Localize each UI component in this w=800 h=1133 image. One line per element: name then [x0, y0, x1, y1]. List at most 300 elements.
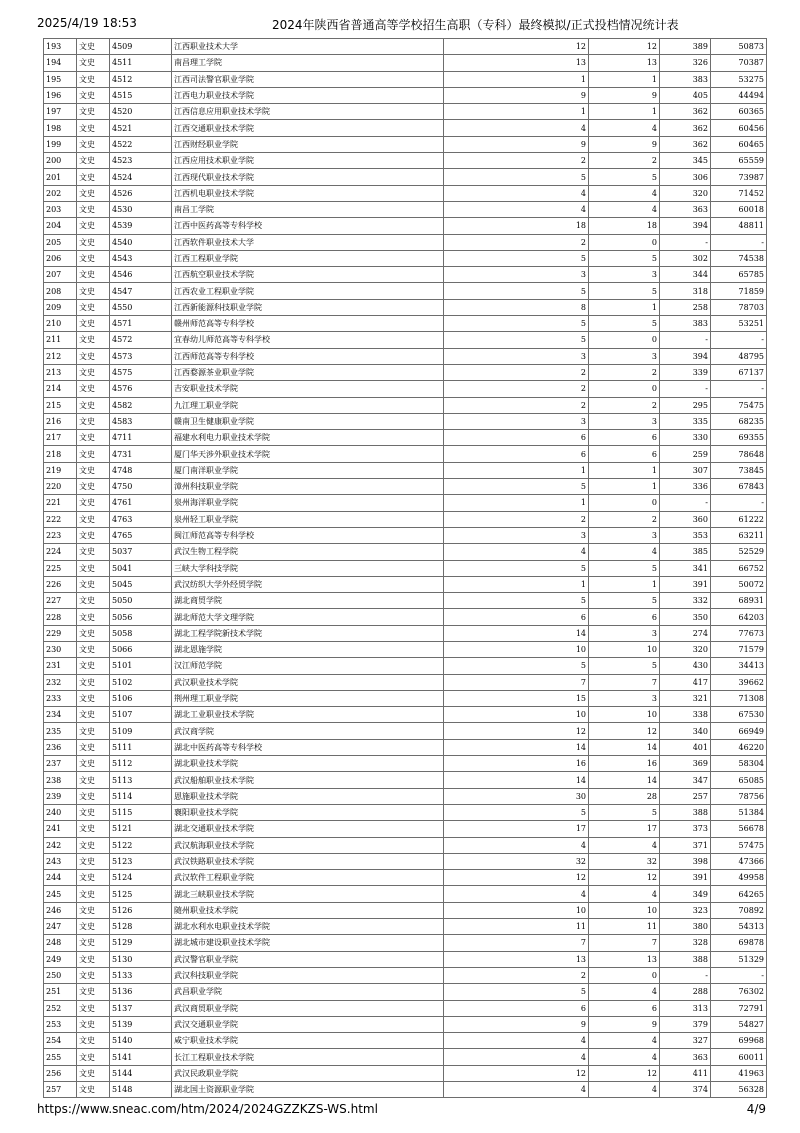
row-index: 254	[44, 1033, 77, 1049]
subject-cell: 文史	[77, 39, 110, 55]
school-name-cell: 武汉铁路职业技术学院	[172, 853, 444, 869]
admitted-count-cell: 5	[589, 316, 660, 332]
plan-count-cell: 5	[444, 804, 589, 820]
admitted-count-cell: 3	[589, 413, 660, 429]
subject-cell: 文史	[77, 71, 110, 87]
min-score-cell: 347	[660, 772, 711, 788]
plan-count-cell: 4	[444, 185, 589, 201]
min-score-cell: 321	[660, 690, 711, 706]
school-code-cell: 4711	[110, 430, 172, 446]
min-score-cell: -	[660, 495, 711, 511]
school-name-cell: 泉州轻工职业学院	[172, 511, 444, 527]
admitted-count-cell: 0	[589, 967, 660, 983]
school-name-cell: 湖北职业技术学院	[172, 756, 444, 772]
school-code-cell: 4575	[110, 364, 172, 380]
admitted-count-cell: 0	[589, 495, 660, 511]
min-rank-cell: 66752	[711, 560, 767, 576]
school-name-cell: 江西职业技术大学	[172, 39, 444, 55]
min-rank-cell: 78703	[711, 299, 767, 315]
min-rank-cell: 78756	[711, 788, 767, 804]
school-code-cell: 5114	[110, 788, 172, 804]
subject-cell: 文史	[77, 55, 110, 71]
min-score-cell: 302	[660, 250, 711, 266]
admitted-count-cell: 13	[589, 951, 660, 967]
admitted-count-cell: 3	[589, 267, 660, 283]
min-score-cell: -	[660, 332, 711, 348]
school-code-cell: 5137	[110, 1000, 172, 1016]
subject-cell: 文史	[77, 495, 110, 511]
row-index: 234	[44, 707, 77, 723]
row-index: 232	[44, 674, 77, 690]
plan-count-cell: 32	[444, 853, 589, 869]
admitted-count-cell: 4	[589, 1049, 660, 1065]
min-score-cell: 394	[660, 348, 711, 364]
subject-cell: 文史	[77, 462, 110, 478]
min-score-cell: 344	[660, 267, 711, 283]
plan-count-cell: 5	[444, 984, 589, 1000]
admitted-count-cell: 5	[589, 169, 660, 185]
subject-cell: 文史	[77, 756, 110, 772]
row-index: 236	[44, 739, 77, 755]
min-rank-cell: 70387	[711, 55, 767, 71]
min-rank-cell: 60465	[711, 136, 767, 152]
min-rank-cell: 73987	[711, 169, 767, 185]
plan-count-cell: 14	[444, 739, 589, 755]
min-rank-cell: 46220	[711, 739, 767, 755]
table-row	[44, 772, 767, 788]
min-score-cell: -	[660, 967, 711, 983]
table-row	[44, 641, 767, 657]
min-score-cell: 401	[660, 739, 711, 755]
subject-cell: 文史	[77, 1000, 110, 1016]
admitted-count-cell: 0	[589, 332, 660, 348]
school-code-cell: 5101	[110, 658, 172, 674]
plan-count-cell: 4	[444, 837, 589, 853]
subject-cell: 文史	[77, 479, 110, 495]
plan-count-cell: 12	[444, 1065, 589, 1081]
table-row	[44, 169, 767, 185]
school-name-cell: 武昌职业学院	[172, 984, 444, 1000]
table-row	[44, 935, 767, 951]
school-code-cell: 4731	[110, 446, 172, 462]
table-row	[44, 462, 767, 478]
school-name-cell: 三峡大学科技学院	[172, 560, 444, 576]
school-name-cell: 江西应用技术职业学院	[172, 153, 444, 169]
plan-count-cell: 12	[444, 870, 589, 886]
row-index: 250	[44, 967, 77, 983]
plan-count-cell: 5	[444, 316, 589, 332]
school-name-cell: 湖北工业职业技术学院	[172, 707, 444, 723]
min-score-cell: 362	[660, 120, 711, 136]
min-rank-cell: 50072	[711, 576, 767, 592]
school-name-cell: 湖北师范大学文理学院	[172, 609, 444, 625]
row-index: 219	[44, 462, 77, 478]
min-rank-cell: 77673	[711, 625, 767, 641]
plan-count-cell: 5	[444, 332, 589, 348]
row-index: 237	[44, 756, 77, 772]
min-score-cell: 405	[660, 87, 711, 103]
table-row	[44, 967, 767, 983]
subject-cell: 文史	[77, 413, 110, 429]
admitted-count-cell: 5	[589, 804, 660, 820]
min-rank-cell: 65559	[711, 153, 767, 169]
table-row	[44, 560, 767, 576]
school-code-cell: 5045	[110, 576, 172, 592]
min-score-cell: 288	[660, 984, 711, 1000]
admitted-count-cell: 12	[589, 39, 660, 55]
min-rank-cell: -	[711, 495, 767, 511]
admitted-count-cell: 4	[589, 1082, 660, 1098]
subject-cell: 文史	[77, 153, 110, 169]
min-score-cell: 394	[660, 218, 711, 234]
subject-cell: 文史	[77, 723, 110, 739]
subject-cell: 文史	[77, 609, 110, 625]
table-row	[44, 397, 767, 413]
plan-count-cell: 1	[444, 104, 589, 120]
subject-cell: 文史	[77, 267, 110, 283]
row-index: 245	[44, 886, 77, 902]
subject-cell: 文史	[77, 902, 110, 918]
plan-count-cell: 2	[444, 153, 589, 169]
school-code-cell: 4524	[110, 169, 172, 185]
min-rank-cell: 66949	[711, 723, 767, 739]
table-row	[44, 902, 767, 918]
school-code-cell: 5129	[110, 935, 172, 951]
plan-count-cell: 4	[444, 544, 589, 560]
school-name-cell: 江西航空职业技术学院	[172, 267, 444, 283]
subject-cell: 文史	[77, 169, 110, 185]
plan-count-cell: 2	[444, 364, 589, 380]
min-score-cell: 313	[660, 1000, 711, 1016]
table-row	[44, 804, 767, 820]
row-index: 208	[44, 283, 77, 299]
min-rank-cell: 41963	[711, 1065, 767, 1081]
admitted-count-cell: 14	[589, 739, 660, 755]
table-row	[44, 316, 767, 332]
school-code-cell: 4576	[110, 381, 172, 397]
min-score-cell: 353	[660, 527, 711, 543]
min-rank-cell: 53275	[711, 71, 767, 87]
school-code-cell: 4543	[110, 250, 172, 266]
subject-cell: 文史	[77, 674, 110, 690]
school-name-cell: 厦门华天涉外职业技术学院	[172, 446, 444, 462]
table-row	[44, 544, 767, 560]
row-index: 196	[44, 87, 77, 103]
school-name-cell: 武汉商贸职业学院	[172, 1000, 444, 1016]
admitted-count-cell: 3	[589, 527, 660, 543]
subject-cell: 文史	[77, 120, 110, 136]
admitted-count-cell: 4	[589, 120, 660, 136]
plan-count-cell: 13	[444, 951, 589, 967]
school-code-cell: 5106	[110, 690, 172, 706]
subject-cell: 文史	[77, 967, 110, 983]
min-score-cell: 338	[660, 707, 711, 723]
subject-cell: 文史	[77, 658, 110, 674]
min-score-cell: 327	[660, 1033, 711, 1049]
row-index: 240	[44, 804, 77, 820]
min-rank-cell: 60018	[711, 201, 767, 217]
min-rank-cell: 34413	[711, 658, 767, 674]
min-score-cell: 371	[660, 837, 711, 853]
row-index: 220	[44, 479, 77, 495]
subject-cell: 文史	[77, 511, 110, 527]
plan-count-cell: 30	[444, 788, 589, 804]
school-code-cell: 4515	[110, 87, 172, 103]
min-rank-cell: -	[711, 234, 767, 250]
min-rank-cell: 67843	[711, 479, 767, 495]
admitted-count-cell: 1	[589, 479, 660, 495]
school-code-cell: 4521	[110, 120, 172, 136]
plan-count-cell: 5	[444, 658, 589, 674]
row-index: 198	[44, 120, 77, 136]
min-rank-cell: 64203	[711, 609, 767, 625]
plan-count-cell: 2	[444, 967, 589, 983]
plan-count-cell: 13	[444, 55, 589, 71]
min-score-cell: 417	[660, 674, 711, 690]
admitted-count-cell: 32	[589, 853, 660, 869]
school-name-cell: 江西机电职业技术学院	[172, 185, 444, 201]
row-index: 228	[44, 609, 77, 625]
table-row	[44, 104, 767, 120]
subject-cell: 文史	[77, 593, 110, 609]
table-row	[44, 218, 767, 234]
school-name-cell: 湖北恩施学院	[172, 641, 444, 657]
min-score-cell: 318	[660, 283, 711, 299]
row-index: 242	[44, 837, 77, 853]
admitted-count-cell: 5	[589, 593, 660, 609]
admitted-count-cell: 0	[589, 234, 660, 250]
table-row	[44, 821, 767, 837]
school-name-cell: 福建水利电力职业技术学院	[172, 430, 444, 446]
table-row	[44, 201, 767, 217]
admitted-count-cell: 7	[589, 935, 660, 951]
min-rank-cell: 74538	[711, 250, 767, 266]
min-rank-cell: 51384	[711, 804, 767, 820]
min-rank-cell: 39662	[711, 674, 767, 690]
school-name-cell: 江西农业工程职业学院	[172, 283, 444, 299]
school-name-cell: 咸宁职业技术学院	[172, 1033, 444, 1049]
school-name-cell: 江西软件职业技术大学	[172, 234, 444, 250]
min-rank-cell: 69878	[711, 935, 767, 951]
school-name-cell: 襄阳职业技术学院	[172, 804, 444, 820]
subject-cell: 文史	[77, 772, 110, 788]
admitted-count-cell: 4	[589, 886, 660, 902]
min-rank-cell: 58304	[711, 756, 767, 772]
subject-cell: 文史	[77, 136, 110, 152]
school-code-cell: 5139	[110, 1016, 172, 1032]
min-rank-cell: 44494	[711, 87, 767, 103]
subject-cell: 文史	[77, 821, 110, 837]
plan-count-cell: 5	[444, 479, 589, 495]
plan-count-cell: 3	[444, 267, 589, 283]
subject-cell: 文史	[77, 544, 110, 560]
plan-count-cell: 15	[444, 690, 589, 706]
row-index: 212	[44, 348, 77, 364]
table-row	[44, 658, 767, 674]
admitted-count-cell: 4	[589, 837, 660, 853]
school-name-cell: 泉州海洋职业学院	[172, 495, 444, 511]
table-row	[44, 756, 767, 772]
min-rank-cell: 71452	[711, 185, 767, 201]
admitted-count-cell: 9	[589, 136, 660, 152]
min-score-cell: 430	[660, 658, 711, 674]
subject-cell: 文史	[77, 218, 110, 234]
plan-count-cell: 6	[444, 609, 589, 625]
admitted-count-cell: 6	[589, 1000, 660, 1016]
row-index: 221	[44, 495, 77, 511]
plan-count-cell: 4	[444, 1033, 589, 1049]
table-row	[44, 837, 767, 853]
school-code-cell: 5125	[110, 886, 172, 902]
school-code-cell: 4540	[110, 234, 172, 250]
school-code-cell: 5107	[110, 707, 172, 723]
subject-cell: 文史	[77, 1065, 110, 1081]
plan-count-cell: 5	[444, 250, 589, 266]
plan-count-cell: 4	[444, 1082, 589, 1098]
min-rank-cell: 68235	[711, 413, 767, 429]
row-index: 203	[44, 201, 77, 217]
plan-count-cell: 3	[444, 413, 589, 429]
admitted-count-cell: 17	[589, 821, 660, 837]
admitted-count-cell: 4	[589, 201, 660, 217]
admitted-count-cell: 3	[589, 348, 660, 364]
min-score-cell: 341	[660, 560, 711, 576]
table-row	[44, 136, 767, 152]
min-rank-cell: 76302	[711, 984, 767, 1000]
min-rank-cell: 52529	[711, 544, 767, 560]
school-code-cell: 5115	[110, 804, 172, 820]
min-score-cell: 258	[660, 299, 711, 315]
admitted-count-cell: 14	[589, 772, 660, 788]
subject-cell: 文史	[77, 870, 110, 886]
school-name-cell: 武汉航海职业技术学院	[172, 837, 444, 853]
min-score-cell: 389	[660, 39, 711, 55]
table-row	[44, 870, 767, 886]
table-row	[44, 527, 767, 543]
min-rank-cell: 65785	[711, 267, 767, 283]
plan-count-cell: 5	[444, 169, 589, 185]
plan-count-cell: 6	[444, 446, 589, 462]
row-index: 241	[44, 821, 77, 837]
subject-cell: 文史	[77, 527, 110, 543]
row-index: 251	[44, 984, 77, 1000]
table-row	[44, 381, 767, 397]
plan-count-cell: 2	[444, 234, 589, 250]
school-code-cell: 4571	[110, 316, 172, 332]
row-index: 217	[44, 430, 77, 446]
plan-count-cell: 14	[444, 625, 589, 641]
min-score-cell: 336	[660, 479, 711, 495]
table-row	[44, 951, 767, 967]
row-index: 244	[44, 870, 77, 886]
school-name-cell: 武汉纺织大学外经贸学院	[172, 576, 444, 592]
table-row	[44, 348, 767, 364]
table-row	[44, 267, 767, 283]
row-index: 229	[44, 625, 77, 641]
row-index: 193	[44, 39, 77, 55]
row-index: 210	[44, 316, 77, 332]
subject-cell: 文史	[77, 201, 110, 217]
min-score-cell: -	[660, 381, 711, 397]
table-row	[44, 299, 767, 315]
row-index: 195	[44, 71, 77, 87]
min-score-cell: 369	[660, 756, 711, 772]
school-name-cell: 江西财经职业学院	[172, 136, 444, 152]
school-name-cell: 南昌理工学院	[172, 55, 444, 71]
min-rank-cell: 61222	[711, 511, 767, 527]
table-row	[44, 495, 767, 511]
school-code-cell: 5133	[110, 967, 172, 983]
row-index: 231	[44, 658, 77, 674]
subject-cell: 文史	[77, 576, 110, 592]
subject-cell: 文史	[77, 625, 110, 641]
school-code-cell: 5102	[110, 674, 172, 690]
min-rank-cell: -	[711, 967, 767, 983]
min-score-cell: 320	[660, 185, 711, 201]
row-index: 257	[44, 1082, 77, 1098]
table-row	[44, 1033, 767, 1049]
admitted-count-cell: 3	[589, 625, 660, 641]
plan-count-cell: 8	[444, 299, 589, 315]
school-code-cell: 5037	[110, 544, 172, 560]
school-name-cell: 湖北国土资源职业学院	[172, 1082, 444, 1098]
school-code-cell: 4530	[110, 201, 172, 217]
school-code-cell: 5124	[110, 870, 172, 886]
row-index: 194	[44, 55, 77, 71]
row-index: 209	[44, 299, 77, 315]
subject-cell: 文史	[77, 250, 110, 266]
page-url: https://www.sneac.com/htm/2024/2024GZZKZS-WS.html	[37, 1102, 378, 1116]
school-name-cell: 闽江师范高等专科学校	[172, 527, 444, 543]
school-name-cell: 武汉软件工程职业学院	[172, 870, 444, 886]
school-code-cell: 4583	[110, 413, 172, 429]
school-code-cell: 5148	[110, 1082, 172, 1098]
school-code-cell: 5123	[110, 853, 172, 869]
school-code-cell: 4511	[110, 55, 172, 71]
subject-cell: 文史	[77, 560, 110, 576]
min-score-cell: 339	[660, 364, 711, 380]
row-index: 233	[44, 690, 77, 706]
min-score-cell: 274	[660, 625, 711, 641]
table-row	[44, 886, 767, 902]
min-rank-cell: 51329	[711, 951, 767, 967]
min-score-cell: 360	[660, 511, 711, 527]
school-code-cell: 5056	[110, 609, 172, 625]
admitted-count-cell: 2	[589, 364, 660, 380]
admitted-count-cell: 7	[589, 674, 660, 690]
table-row	[44, 234, 767, 250]
row-index: 207	[44, 267, 77, 283]
school-name-cell: 赣南卫生健康职业学院	[172, 413, 444, 429]
plan-count-cell: 12	[444, 39, 589, 55]
school-name-cell: 湖北水利水电职业技术学院	[172, 919, 444, 935]
subject-cell: 文史	[77, 1082, 110, 1098]
school-code-cell: 4572	[110, 332, 172, 348]
admitted-count-cell: 2	[589, 397, 660, 413]
table-row	[44, 71, 767, 87]
table-row	[44, 625, 767, 641]
min-rank-cell: 48811	[711, 218, 767, 234]
admitted-count-cell: 2	[589, 153, 660, 169]
school-code-cell: 4573	[110, 348, 172, 364]
admitted-count-cell: 16	[589, 756, 660, 772]
min-score-cell: 335	[660, 413, 711, 429]
min-score-cell: 385	[660, 544, 711, 560]
subject-cell: 文史	[77, 381, 110, 397]
table-row	[44, 446, 767, 462]
table-row	[44, 576, 767, 592]
row-index: 255	[44, 1049, 77, 1065]
